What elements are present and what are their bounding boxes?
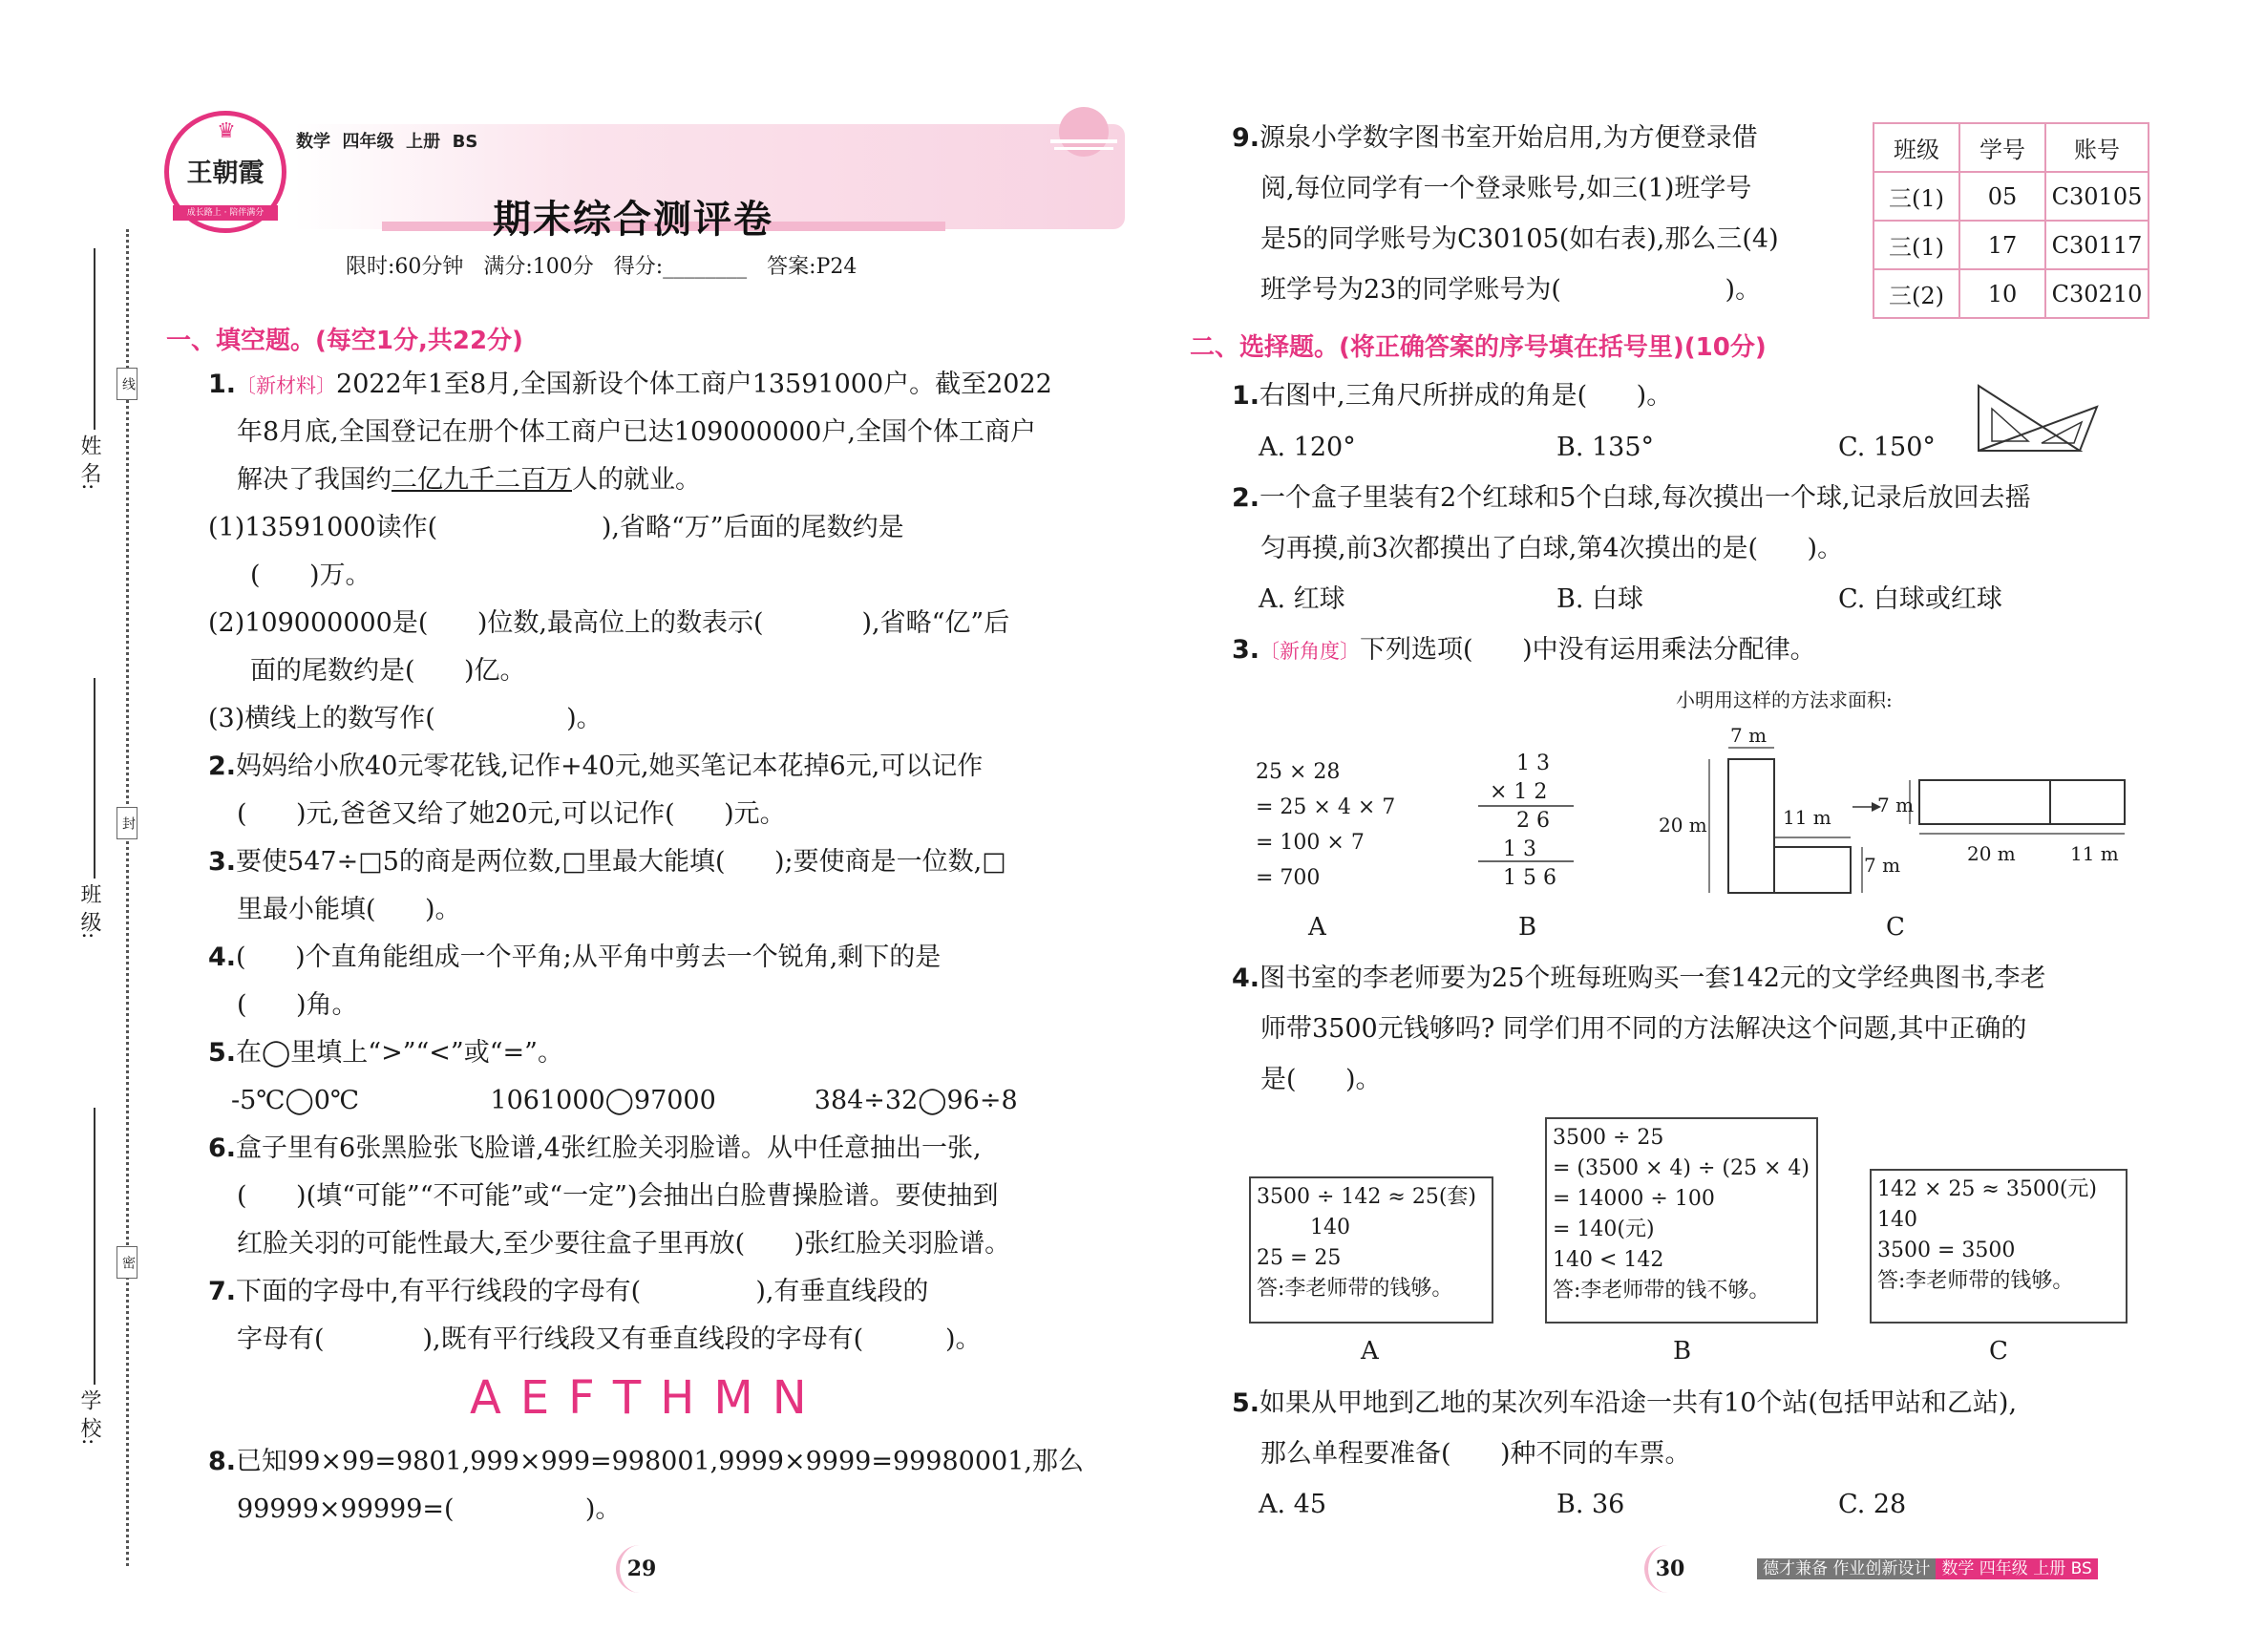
q2-line2: ( )元,爸爸又给了她20元,可以记作( )元。 [237,799,786,829]
c4-box-a: 3500 ÷ 142 ≈ 25(套) 140 25 = 25 答:李老师带的钱够。 [1249,1176,1493,1324]
c2-option-c[interactable]: C. 白球或红球 [1838,584,2002,614]
table-cell: 三(1) [1874,221,1959,269]
c3-label-c[interactable]: C [1886,913,1905,942]
name-label: 姓 名: [77,434,101,491]
table-header-row [1874,123,2149,172]
q1-part2-line2: 面的尾数约是( )亿。 [250,656,526,686]
footer-brand-name: 德才兼备 作业创新设计 [1757,1558,1936,1579]
table-header: 学号 [1959,123,2045,172]
school-label: 学 校: [77,1389,101,1446]
q8-line2: 99999×99999=( )。 [237,1494,622,1524]
logo-ribbon: 成长路上 · 陪伴满分 [173,205,278,221]
table-cell: 三(2) [1874,269,1959,318]
c5-line2: 那么单程要准备( )种不同的车票。 [1260,1439,1691,1469]
c3-option-b-calc: 1 3 × 1 2 2 6 1 3 1 5 6 [1490,752,1556,890]
class-field[interactable] [94,678,95,879]
crown-icon: ♛ [217,119,236,143]
table-row [1874,221,2149,269]
page-title: 期末综合测评卷 [493,198,773,242]
c4-line2: 师带3500元钱够吗? 同学们用不同的方法解决这个问题,其中正确的 [1260,1014,2027,1044]
seal-mark-secret: 密 [116,1246,138,1279]
class-label: 班 级: [77,883,101,940]
q1-part1-line1: (1)13591000读作( ),省略“万”后面的尾数约是 [208,513,904,542]
table-row [1874,269,2149,318]
dim-bottom: 7 m [1864,854,1901,877]
c2-option-a[interactable]: A. 红球 [1259,584,1345,614]
c5-option-a[interactable]: A. 45 [1259,1490,1327,1519]
c5-option-b[interactable]: B. 36 [1556,1490,1625,1519]
c4-line3: 是( )。 [1260,1065,1382,1094]
q7-line2: 字母有( ),既有平行线段又有垂直线段的字母有( )。 [237,1324,982,1354]
c3-label-a[interactable]: A [1308,913,1326,942]
q5-line1: 5.在◯里填上“>”“<”或“=”。 [208,1038,563,1068]
c4-label-b[interactable]: B [1673,1337,1692,1366]
q9-line4: 班学号为23的同学账号为( )。 [1260,275,1762,305]
c3-option-a-calc: 25 × 28 = 25 × 4 × 7 = 100 × 7 = 700 [1256,760,1396,890]
c4-label-a[interactable]: A [1361,1337,1379,1366]
q1-underlined-number: 二亿九千二百万 [392,465,572,495]
q1-line2: 年8月底,全国登记在册个体工商户已达109000000户,全国个体工商户 [237,417,1036,447]
q7-letters: AEFTHMN [470,1371,826,1425]
q1-part1-line2: ( )万。 [250,561,371,590]
c5-option-c[interactable]: C. 28 [1838,1490,1907,1519]
c3-caption: 小明用这样的方法求面积: [1676,688,1893,711]
q1-line3: 解决了我国约二亿九千二百万人的就业。 [237,465,701,495]
q1-part2-line1: (2)109000000是( )位数,最高位上的数表示( ),省略“亿”后 [208,608,1010,638]
table-cell: 三(1) [1874,172,1959,221]
q6-line3: 红脸关羽的可能性最大,至少要往盒子里再放( )张红脸关羽脸谱。 [237,1229,1011,1259]
q1-line1: 1.〔新材料〕2022年1至8月,全国新设个体工商户13591000户。截至2022 [208,370,1052,399]
section1-heading: 一、填空题。(每空1分,共22分) [166,327,523,355]
q5-comparisons: -5℃◯0℃ 1061000◯97000 384÷32◯96÷8 [231,1086,1018,1115]
q7-line1: 7.下面的字母中,有平行线段的字母有( ),有垂直线段的 [208,1277,929,1306]
table-row [1874,172,2149,221]
q2-line1: 2.妈妈给小欣40元零花钱,记作+40元,她买笔记本花掉6元,可以记作 [208,752,984,781]
c1-option-b[interactable]: B. 135° [1556,433,1655,462]
c3-label-b[interactable]: B [1518,913,1537,942]
logo-name: 王朝霞 [186,159,265,188]
table-cell: C30117 [2045,221,2149,269]
dim-mid: 11 m [1783,806,1831,829]
c4-box-c: 142 × 25 ≈ 3500(元) 140 3500 = 3500 答:李老师带的钱够。 [1870,1169,2128,1324]
q4-line2: ( )角。 [237,990,358,1020]
footer-subject: 数学 四年级 上册 BS [1936,1558,2097,1579]
dim-left: 20 m [1659,814,1707,837]
subject-line: 数学 四年级 上册 BS [296,132,478,152]
name-field[interactable] [94,248,95,430]
q1-tag: 〔新材料〕 [236,374,337,397]
dim-length: 20 m [1967,842,2016,865]
q9-line2: 阅,每位同学有一个登录账号,如三(1)班学号 [1260,174,1752,203]
q6-line2: ( )(填“可能”“不可能”或“一定”)会抽出白脸曹操脸谱。要使抽到 [237,1181,999,1211]
c2-line1: 2.一个盒子里装有2个红球和5个白球,每次摸出一个球,记录后放回去摇 [1232,483,2031,513]
q9-line3: 是5的同学账号为C30105(如右表),那么三(4) [1260,224,1779,254]
triangle-ruler-figure [1975,380,2101,456]
dim-top: 7 m [1730,724,1768,747]
dim-width: 11 m [2070,842,2119,865]
school-field[interactable] [94,1108,95,1385]
c1-option-a[interactable]: A. 120° [1259,433,1356,462]
account-table [1873,122,2149,319]
table-cell: C30105 [2045,172,2149,221]
c2-option-b[interactable]: B. 白球 [1556,584,1644,614]
table-header: 班级 [1874,123,1959,172]
c4-box-b: 3500 ÷ 25 = (3500 × 4) ÷ (25 × 4) = 14000 ÷ 100 = 140(元) 140 < 142 答:李老师带的钱不够。 [1545,1117,1818,1324]
c4-label-c[interactable]: C [1989,1337,2008,1366]
table-cell: 10 [1959,269,2045,318]
brand-logo [164,111,286,233]
page-number-right: 30 [1644,1545,1692,1593]
section2-heading: 二、选择题。(将正确答案的序号填在括号里)(10分) [1190,333,1767,362]
binding-dotted-line [126,229,129,1566]
table-cell: C30210 [2045,269,2149,318]
dim-height: 7 m [1877,794,1915,816]
exam-meta: 限时:60分钟 满分:100分 得分:________ 答案:P24 [346,255,857,279]
c2-line2: 匀再摸,前3次都摸出了白球,第4次摸出的是( )。 [1260,534,1844,563]
q1-part3: (3)横线上的数写作( )。 [208,704,603,733]
table-cell: 05 [1959,172,2045,221]
q8-line1: 8.已知99×99=9801,999×999=998001,9999×9999=99980001,那么 [208,1447,1084,1476]
seal-mark-line: 线 [116,368,138,400]
q3-line1: 3.要使547÷□5的商是两位数,□里最大能填( );要使商是一位数,□ [208,847,1006,877]
c1-option-c[interactable]: C. 150° [1838,433,1936,462]
table-cell: 17 [1959,221,2045,269]
c4-line1: 4.图书室的李老师要为25个班每班购买一套142元的文学经典图书,李老 [1232,964,2046,993]
c5-line1: 5.如果从甲地到乙地的某次列车沿途一共有10个站(包括甲站和乙站), [1232,1388,2018,1418]
c3-question: 3.〔新角度〕下列选项( )中没有运用乘法分配律。 [1232,635,1816,665]
c3-b-rules [1478,804,1583,867]
sunset-decoration [1041,103,1127,170]
q9-line1: 9.源泉小学数字图书室开始启用,为方便登录借 [1232,123,1758,153]
q3-line2: 里最小能填( )。 [237,895,461,924]
q4-line1: 4.( )个直角能组成一个平角;从平角中剪去一个锐角,剩下的是 [208,942,942,972]
footer-brand [1757,1555,2098,1579]
c1-question: 1.右图中,三角尺所拼成的角是( )。 [1232,381,1673,411]
q6-line1: 6.盒子里有6张黑脸张飞脸谱,4张红脸关羽脸谱。从中任意抽出一张, [208,1133,982,1163]
table-header: 账号 [2045,123,2149,172]
seal-mark-seal: 封 [116,807,138,839]
page-number-left: 29 [616,1545,664,1593]
